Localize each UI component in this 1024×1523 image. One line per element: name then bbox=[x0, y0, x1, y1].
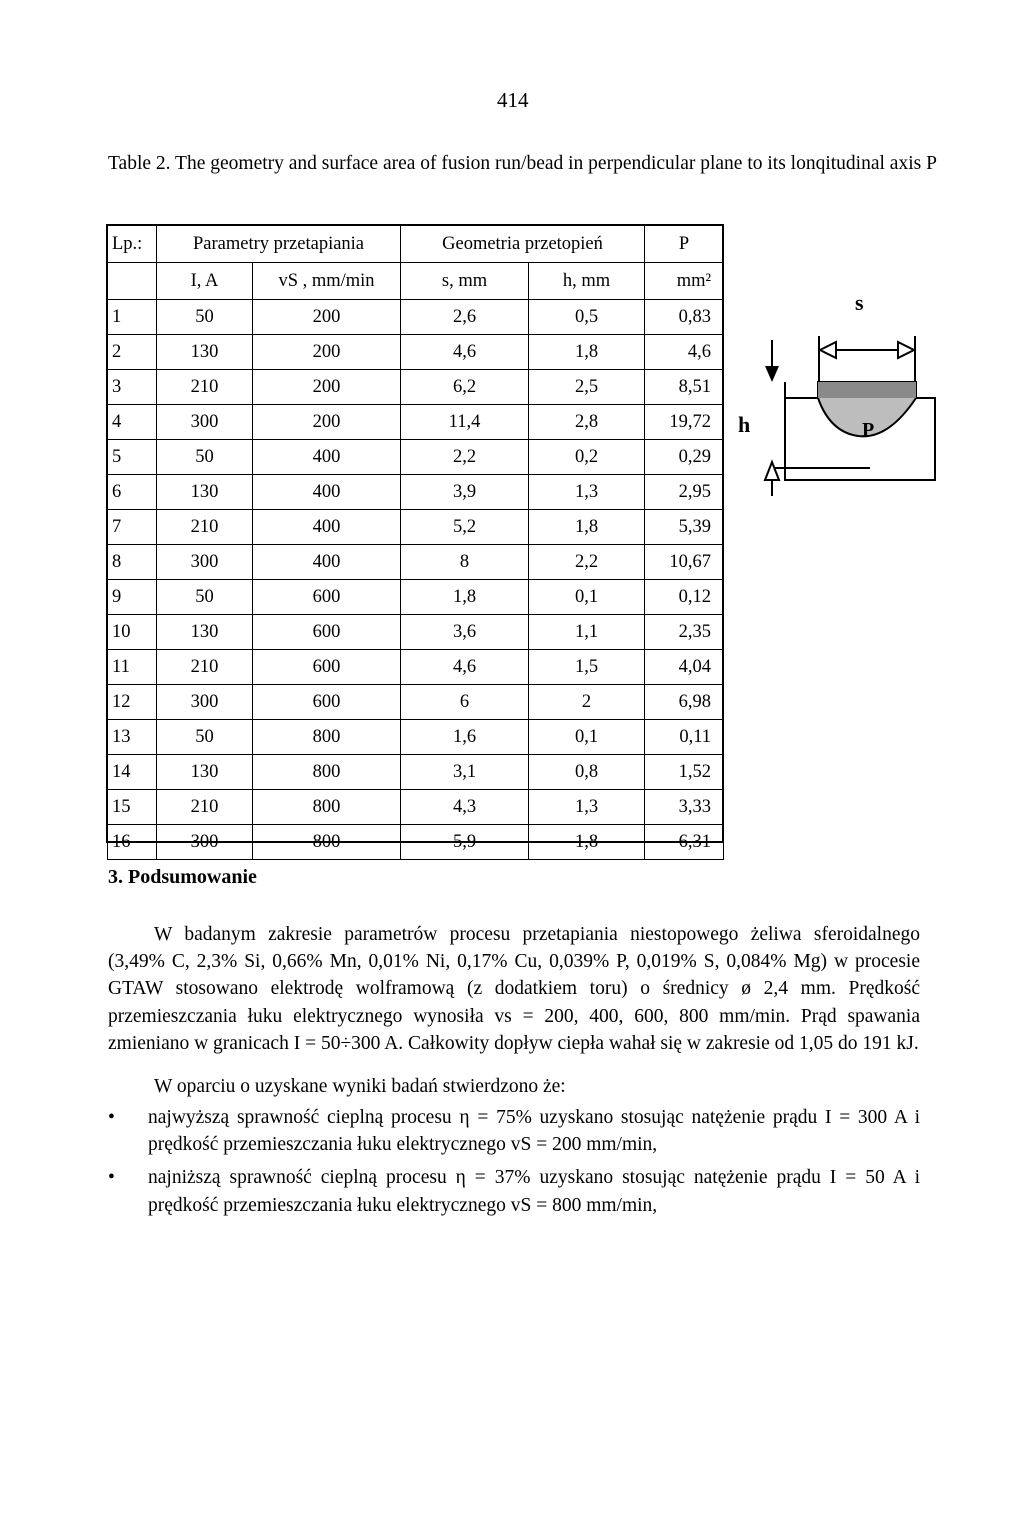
table-row bbox=[108, 755, 724, 790]
table-cell: 6,31 bbox=[645, 825, 724, 860]
table-row bbox=[108, 685, 724, 720]
table-cell: 400 bbox=[253, 510, 401, 545]
table-cell: 0,5 bbox=[529, 300, 645, 335]
table-cell: 0,1 bbox=[529, 580, 645, 615]
table-row bbox=[108, 440, 724, 475]
table-cell: 6,2 bbox=[401, 370, 529, 405]
header-current: I, A bbox=[157, 263, 253, 300]
table-cell: 0,83 bbox=[645, 300, 724, 335]
table-cell: 400 bbox=[253, 475, 401, 510]
fusion-geometry-table bbox=[107, 225, 724, 860]
table-cell: 400 bbox=[253, 440, 401, 475]
table-cell: 50 bbox=[157, 720, 253, 755]
table-cell: 130 bbox=[157, 755, 253, 790]
table-cell: 800 bbox=[253, 825, 401, 860]
table-cell: 8 bbox=[401, 545, 529, 580]
table-cell: 300 bbox=[157, 545, 253, 580]
table-cell: 50 bbox=[157, 300, 253, 335]
table-cell: 130 bbox=[157, 335, 253, 370]
table-cell: 0,11 bbox=[645, 720, 724, 755]
header-speed: vS , mm/min bbox=[253, 263, 401, 300]
table-cell: 1,8 bbox=[529, 335, 645, 370]
table-cell: 300 bbox=[157, 685, 253, 720]
table-cell: 200 bbox=[253, 300, 401, 335]
table-cell: 800 bbox=[253, 720, 401, 755]
table-cell: 1,3 bbox=[529, 475, 645, 510]
header-h: h, mm bbox=[529, 263, 645, 300]
diagram-label-h: h bbox=[738, 412, 751, 437]
table-row bbox=[108, 825, 724, 860]
table-cell: 200 bbox=[253, 370, 401, 405]
table-cell: 1,8 bbox=[529, 825, 645, 860]
table-cell: 4,3 bbox=[401, 790, 529, 825]
header-lp: Lp.: bbox=[108, 226, 157, 263]
table-cell: 50 bbox=[157, 440, 253, 475]
table-cell: 5,9 bbox=[401, 825, 529, 860]
diagram-label-p: P bbox=[862, 419, 875, 441]
table-cell: 11 bbox=[108, 650, 157, 685]
table-header-row-2 bbox=[108, 263, 724, 300]
table-cell: 210 bbox=[157, 510, 253, 545]
list-item bbox=[108, 1104, 920, 1158]
header-p: P bbox=[645, 226, 724, 263]
table-cell: 2,95 bbox=[645, 475, 724, 510]
table-cell: 0,29 bbox=[645, 440, 724, 475]
header-s: s, mm bbox=[401, 263, 529, 300]
table-cell: 600 bbox=[253, 580, 401, 615]
section-heading: 3. Podsumowanie bbox=[108, 866, 257, 888]
table-cell: 2 bbox=[108, 335, 157, 370]
table-cell: 800 bbox=[253, 755, 401, 790]
table-cell: 1,3 bbox=[529, 790, 645, 825]
bullet-icon: • bbox=[108, 1107, 115, 1128]
table-cell: 10 bbox=[108, 615, 157, 650]
table-cell: 2,8 bbox=[529, 405, 645, 440]
table-cell: 11,4 bbox=[401, 405, 529, 440]
weld-bead-diagram bbox=[738, 290, 948, 500]
table-cell: 12 bbox=[108, 685, 157, 720]
table-cell: 3,9 bbox=[401, 475, 529, 510]
table-cell: 3 bbox=[108, 370, 157, 405]
table-row bbox=[108, 580, 724, 615]
table-cell: 3,6 bbox=[401, 615, 529, 650]
list-item bbox=[108, 1164, 920, 1218]
table-cell: 1,8 bbox=[401, 580, 529, 615]
table-row bbox=[108, 720, 724, 755]
header-parametry: Parametry przetapiania bbox=[157, 226, 401, 263]
header-unit: mm² bbox=[645, 263, 724, 300]
table-cell: 0,12 bbox=[645, 580, 724, 615]
table-cell: 130 bbox=[157, 615, 253, 650]
table-cell: 1,6 bbox=[401, 720, 529, 755]
table-cell: 19,72 bbox=[645, 405, 724, 440]
table-cell: 3,33 bbox=[645, 790, 724, 825]
table-cell: 0,1 bbox=[529, 720, 645, 755]
table-cell: 4,6 bbox=[401, 335, 529, 370]
table-cell: 210 bbox=[157, 790, 253, 825]
list-item-text: najwyższą sprawność cieplną procesu η = 75% uzyskano stosując natężenie prądu I = 300 A i prędkość przemieszczania łuku elektrycznego vS = 200 mm/min, bbox=[148, 1107, 920, 1156]
page-number: 414 bbox=[497, 88, 529, 112]
table-cell: 1 bbox=[108, 300, 157, 335]
table-cell: 13 bbox=[108, 720, 157, 755]
table-caption: Table 2. The geometry and surface area of fusion run/bead in perpendicular plane to its lonqitudinal axis P bbox=[108, 153, 937, 174]
table-row bbox=[108, 790, 724, 825]
table-cell: 200 bbox=[253, 335, 401, 370]
table-row bbox=[108, 370, 724, 405]
table-row bbox=[108, 510, 724, 545]
table-cell: 6 bbox=[108, 475, 157, 510]
table-cell: 1,1 bbox=[529, 615, 645, 650]
table-row bbox=[108, 335, 724, 370]
table-cell: 2,35 bbox=[645, 615, 724, 650]
table-row bbox=[108, 615, 724, 650]
table-cell: 1,52 bbox=[645, 755, 724, 790]
table-cell: 2,5 bbox=[529, 370, 645, 405]
table-cell: 14 bbox=[108, 755, 157, 790]
table-header-row-1 bbox=[108, 226, 724, 263]
table-cell: 300 bbox=[157, 405, 253, 440]
table-cell: 4,6 bbox=[645, 335, 724, 370]
header-empty bbox=[108, 263, 157, 300]
table-cell: 5,39 bbox=[645, 510, 724, 545]
summary-paragraph-2: W oparciu o uzyskane wyniki badań stwierdzono że: bbox=[154, 1076, 566, 1097]
table-cell: 210 bbox=[157, 650, 253, 685]
table-cell: 4,04 bbox=[645, 650, 724, 685]
table-cell: 1,5 bbox=[529, 650, 645, 685]
table-row bbox=[108, 650, 724, 685]
table-cell: 4 bbox=[108, 405, 157, 440]
table-cell: 2,2 bbox=[529, 545, 645, 580]
header-geometria: Geometria przetopień bbox=[401, 226, 645, 263]
table-cell: 600 bbox=[253, 650, 401, 685]
table-cell: 210 bbox=[157, 370, 253, 405]
table-cell: 0,2 bbox=[529, 440, 645, 475]
table-cell: 16 bbox=[108, 825, 157, 860]
summary-paragraph-1: W badanym zakresie parametrów procesu przetapiania niestopowego żeliwa sferoidalnego (3,49% C, 2,3% Si, 0,66% Mn, 0,01% Ni, 0,17% Cu, 0,039% P, 0,019% S, 0,084% Mg) w procesie GTAW stosowano elektrodę wolframową (z dodatkiem toru) o średnicy ø 2,4 mm. Prędkość przemieszczania łuku elektrycznego wynosiła vs = 200, 400, 600, 800 mm/min. Prąd spawania zmieniano w granicach I = 50÷300 A. Całkowity dopływ ciepła wahał się w zakresie od 1,05 do 191 kJ. bbox=[108, 924, 920, 1054]
table-cell: 8,51 bbox=[645, 370, 724, 405]
table-cell: 3,1 bbox=[401, 755, 529, 790]
table-cell: 800 bbox=[253, 790, 401, 825]
table-cell: 4,6 bbox=[401, 650, 529, 685]
table-cell: 6 bbox=[401, 685, 529, 720]
table-cell: 5,2 bbox=[401, 510, 529, 545]
table-cell: 130 bbox=[157, 475, 253, 510]
table-cell: 6,98 bbox=[645, 685, 724, 720]
table-cell: 0,8 bbox=[529, 755, 645, 790]
table-cell: 9 bbox=[108, 580, 157, 615]
bullet-icon: • bbox=[108, 1167, 115, 1189]
table-body bbox=[108, 300, 724, 860]
diagram-label-s: s bbox=[855, 290, 864, 315]
table-cell: 600 bbox=[253, 615, 401, 650]
table-cell: 200 bbox=[253, 405, 401, 440]
table-cell: 5 bbox=[108, 440, 157, 475]
table-cell: 600 bbox=[253, 685, 401, 720]
table-row bbox=[108, 545, 724, 580]
table-row bbox=[108, 475, 724, 510]
list-item-text: najniższą sprawność cieplną procesu η = 37% uzyskano stosując natężenie prądu I = 50 A i prędkość przemieszczania łuku elektrycznego vS = 800 mm/min, bbox=[148, 1167, 920, 1216]
table-cell: 15 bbox=[108, 790, 157, 825]
table-cell: 2 bbox=[529, 685, 645, 720]
table-cell: 2,2 bbox=[401, 440, 529, 475]
table-cell: 300 bbox=[157, 825, 253, 860]
table-cell: 400 bbox=[253, 545, 401, 580]
table-cell: 8 bbox=[108, 545, 157, 580]
table-cell: 7 bbox=[108, 510, 157, 545]
table-row bbox=[108, 300, 724, 335]
table-cell: 1,8 bbox=[529, 510, 645, 545]
findings-list bbox=[108, 1104, 920, 1225]
table-cell: 2,6 bbox=[401, 300, 529, 335]
table-cell: 10,67 bbox=[645, 545, 724, 580]
table-row bbox=[108, 405, 724, 440]
table-cell: 50 bbox=[157, 580, 253, 615]
